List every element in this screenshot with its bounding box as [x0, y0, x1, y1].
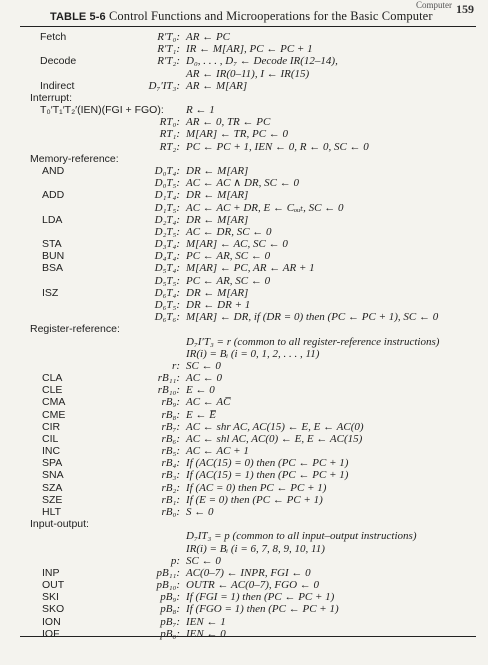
microoperation: IR(i) = Bᵢ (i = 0, 1, 2, . . . , 11) [186, 347, 320, 360]
table-caption: Control Functions and Microoperations for the Basic Computer [108, 9, 433, 23]
microoperation: DR ← M[AR] [186, 164, 249, 177]
microoperation: S ← 0 [186, 506, 214, 519]
control-function: rB₅: [161, 445, 180, 458]
row-label: Decode [40, 55, 77, 68]
control-function: R′T₀: [157, 31, 180, 43]
top-rule [20, 26, 476, 27]
microoperation: If (E = 0) then (PC ← PC + 1) [186, 493, 323, 506]
control-function: D₁T₅: [154, 201, 180, 214]
row-label: Memory-reference: [30, 152, 119, 165]
row-label: SNA [42, 469, 64, 482]
row-label: ADD [42, 189, 65, 202]
control-function: D₄T₄: [154, 250, 180, 263]
control-function: rB₁₁: [157, 372, 180, 385]
control-function: pB₁₀: [156, 579, 180, 592]
control-function: D₀T₄: [154, 164, 180, 177]
control-function: D₅T₄: [154, 262, 180, 275]
microoperation: DR ← M[AR] [186, 189, 249, 202]
microoperation: AC ← AC̅ [186, 396, 231, 409]
control-function: RT₁: [159, 128, 180, 141]
microoperation: PC ← PC + 1, IEN ← 0, R ← 0, SC ← 0 [186, 140, 369, 153]
row-label: ISZ [42, 286, 59, 299]
microoperation: If (AC(15) = 0) then (PC ← PC + 1) [186, 457, 349, 470]
table-label: TABLE 5-6 [50, 11, 106, 23]
control-function: rB₁: [161, 493, 180, 506]
microoperation: OUTR ← AC(0–7), FGO ← 0 [186, 579, 320, 592]
microoperation: M[AR] ← PC, AR ← AR + 1 [186, 262, 315, 275]
running-head-fragment: Computer [416, 0, 452, 10]
control-function: RT₀: [159, 116, 180, 129]
control-function: rB₃: [161, 469, 180, 482]
control-function: D₅T₅: [154, 274, 180, 287]
microoperation: AC(0–7) ← INPR, FGI ← 0 [186, 566, 311, 579]
microoperation: DR ← DR + 1 [186, 298, 251, 311]
row-label: CIR [42, 420, 61, 433]
microoperation: AR ← PC [186, 31, 230, 43]
microoperation: IEN ← 1 [186, 615, 226, 628]
control-function: D₃T₄: [154, 238, 180, 251]
row-label: Input-output: [30, 518, 89, 531]
control-function: rB₀: [161, 506, 180, 519]
control-function: r: [172, 359, 180, 372]
microoperation: AC ← AC + 1 [186, 445, 249, 458]
microoperation: E ← E̅ [186, 408, 216, 421]
microoperation: AC ← shl AC, AC(0) ← E, E ← AC(15) [186, 432, 363, 445]
page-number: 159 [456, 2, 474, 16]
row-label: INP [42, 566, 60, 579]
microoperation: IR ← M[AR], PC ← PC + 1 [186, 43, 313, 56]
microoperation: E ← 0 [186, 384, 215, 397]
control-function: D₁T₄: [154, 189, 180, 202]
control-function: rB₄: [161, 457, 180, 470]
row-label: ION [42, 615, 61, 628]
row-label: AND [42, 164, 65, 177]
row-label: Register-reference: [30, 323, 120, 336]
microoperation: If (FGI = 1) then (PC ← PC + 1) [186, 591, 335, 604]
control-function: R′T₂: [157, 55, 180, 68]
row-label: IOF [42, 627, 60, 640]
control-function: rB₆: [161, 432, 180, 445]
microoperation: AC ← 0 [186, 372, 223, 385]
row-label: CLE [42, 384, 63, 397]
microoperation: R ← 1 [186, 104, 215, 117]
control-function: pB₇: [160, 615, 180, 628]
control-function: pB₉: [160, 591, 180, 604]
control-function: RT₂: [159, 140, 180, 153]
microoperation: SC ← 0 [186, 359, 221, 372]
row-label: LDA [42, 213, 63, 226]
row-label: Indirect [40, 79, 75, 92]
microoperation: AR ← 0, TR ← PC [186, 116, 271, 129]
microoperation: M[AR] ← TR, PC ← 0 [186, 128, 289, 141]
microoperation: AC ← AC ∧ DR, SC ← 0 [186, 177, 299, 190]
control-function: rB₉: [161, 396, 180, 409]
row-label: BSA [42, 262, 64, 275]
control-function: pB₈: [160, 603, 180, 616]
control-function: D₂T₅: [154, 225, 180, 238]
microoperation: AC ← AC + DR, E ← Cₒᵤₜ, SC ← 0 [186, 201, 344, 214]
table-title [50, 9, 433, 24]
control-function: D₆T₆: [154, 311, 180, 324]
microoperation: AR ← IR(0–11), I ← IR(15) [186, 67, 310, 80]
microoperation: D₇IT₃ = p (common to all input–output instructions) [186, 530, 417, 543]
control-function: p: [170, 554, 180, 567]
table-row [0, 627, 488, 641]
microoperation: If (AC(15) = 1) then (PC ← PC + 1) [186, 469, 349, 482]
bottom-rule [20, 636, 476, 637]
control-function: rB₈: [161, 408, 180, 421]
row-label: SKO [42, 603, 65, 616]
microoperation: D₇I′T₃ = r (common to all register-reference instructions) [186, 335, 440, 348]
row-label: CME [42, 408, 66, 421]
microoperation: D₀, . . . , D₇ ← Decode IR(12–14), [186, 55, 338, 68]
control-function: rB₂: [161, 481, 180, 494]
microoperation: PC ← AR, SC ← 0 [186, 250, 271, 263]
row-label: SPA [42, 457, 63, 470]
row-label: INC [42, 445, 61, 458]
microoperation: DR ← M[AR] [186, 286, 249, 299]
control-function: rB₇: [161, 420, 180, 433]
control-function: D₆T₄: [154, 286, 180, 299]
control-function: pB₁₁: [156, 566, 180, 579]
microoperation: SC ← 0 [186, 554, 221, 567]
microoperation: If (AC = 0) then PC ← PC + 1) [186, 481, 327, 494]
control-function: D₆T₅: [154, 298, 180, 311]
row-label: Interrupt: [30, 91, 73, 104]
row-label: SKI [42, 591, 59, 604]
microoperation: If (FGO = 1) then (PC ← PC + 1) [186, 603, 339, 616]
microoperation: AC ← DR, SC ← 0 [186, 225, 272, 238]
row-label: BUN [42, 250, 65, 263]
microoperation: M[AR] ← DR, if (DR = 0) then (PC ← PC + 1), SC ← 0 [186, 311, 439, 324]
microoperation: AR ← M[AR] [186, 79, 248, 92]
row-label: SZA [42, 481, 63, 494]
row-label: HLT [42, 506, 62, 519]
control-function: pB₆: [160, 627, 180, 640]
row-label: SZE [42, 493, 63, 506]
row-label: Fetch [40, 31, 67, 43]
control-function: R′T₁: [157, 43, 180, 56]
control-function: rB₁₀: [157, 384, 180, 397]
row-label: STA [42, 238, 62, 251]
control-function: D₀T₅: [154, 177, 180, 190]
microoperation: AC ← shr AC, AC(15) ← E, E ← AC(0) [186, 420, 364, 433]
control-function: D₇′IT₃: [148, 79, 180, 92]
microoperation: DR ← M[AR] [186, 213, 249, 226]
row-label: CLA [42, 372, 63, 385]
microoperation: IEN ← 0 [186, 627, 226, 640]
row-label: OUT [42, 579, 65, 592]
microoperation: M[AR] ← AC, SC ← 0 [186, 238, 288, 251]
microoperation: IR(i) = Bᵢ (i = 6, 7, 8, 9, 10, 11) [186, 542, 325, 555]
control-function: D₂T₄: [154, 213, 180, 226]
row-label: CMA [42, 396, 66, 409]
row-label: CIL [42, 432, 59, 445]
row-label: T₀′T₁′T₂′(IEN)(FGI + FGO): [40, 104, 164, 117]
microoperation: PC ← AR, SC ← 0 [186, 274, 271, 287]
